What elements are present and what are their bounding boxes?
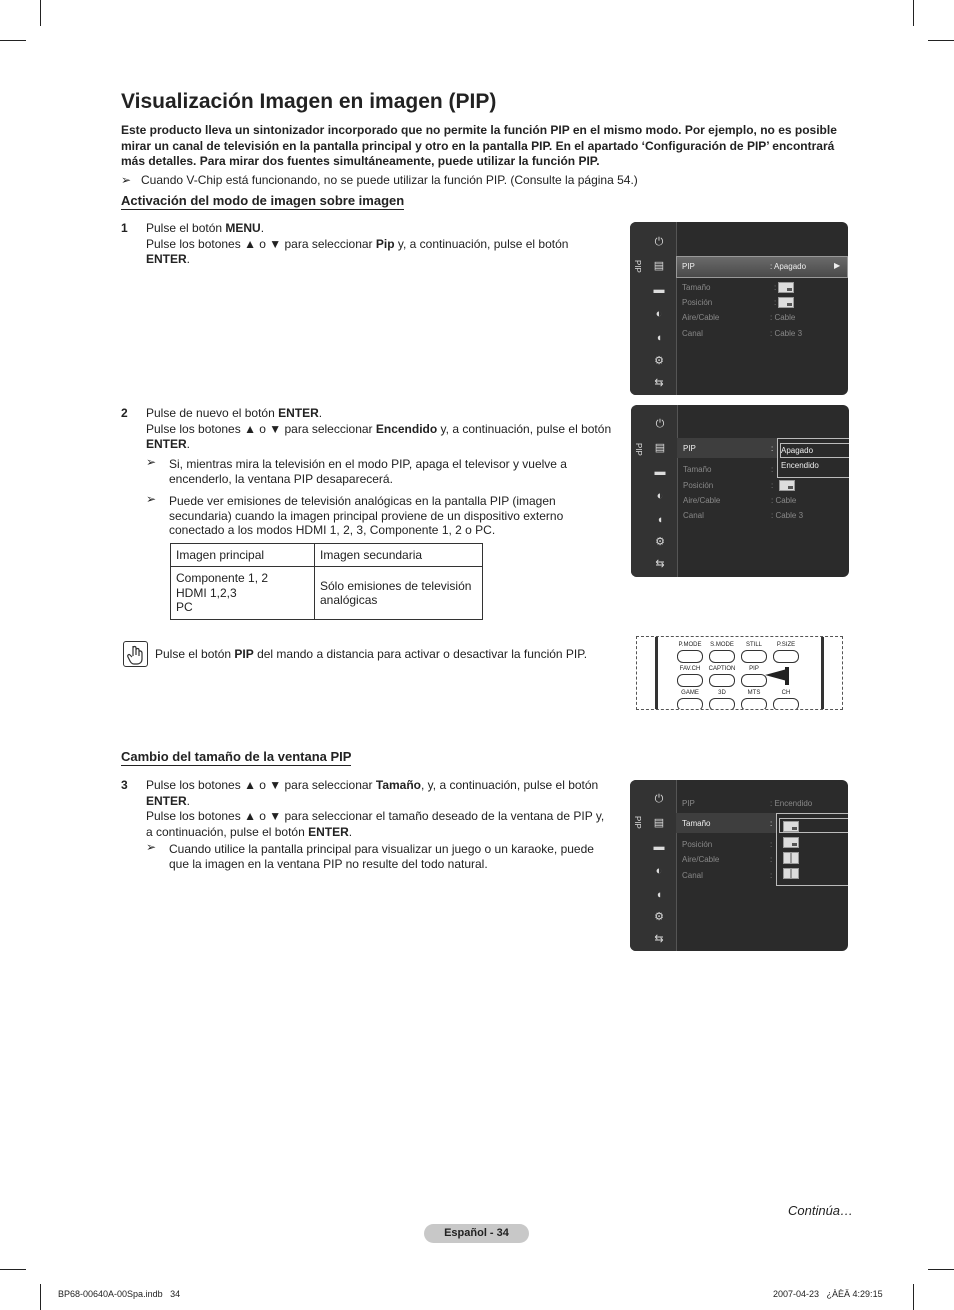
channel-icon: ◖	[655, 332, 663, 344]
note-text: del mando a distancia para activar o desactivar la función PIP.	[253, 647, 588, 661]
menu-row-value: : Cable 3	[771, 511, 804, 520]
input-icon: ⇆	[654, 377, 664, 389]
menu-row-value: :	[770, 855, 773, 864]
remote-label: FAV.CH	[679, 666, 701, 672]
crop-mark	[928, 40, 954, 41]
menu-row-value: : Cable	[770, 313, 796, 322]
menu-row-label[interactable]: Canal	[683, 511, 704, 520]
p-mode-button[interactable]	[677, 650, 703, 663]
key-enter: ENTER	[146, 437, 187, 451]
size-option-popup	[776, 813, 848, 886]
table-header-cell: Imagen principal	[171, 544, 315, 567]
input-icon: ⇆	[654, 933, 664, 945]
source-table	[170, 543, 483, 620]
menu-row-value: :	[774, 298, 777, 307]
crop-mark	[928, 1269, 954, 1270]
table-row	[171, 567, 483, 620]
section-heading-activation: Activación del modo de imagen sobre imagen	[121, 193, 405, 208]
pointer-tail-icon	[785, 667, 789, 685]
picture-icon: ▤	[653, 817, 665, 829]
tv-menu-pip-options	[631, 405, 849, 577]
remote-body-edge	[655, 636, 658, 710]
menu-row-label[interactable]: Posición	[682, 840, 713, 849]
step-text: Pulse el botón	[146, 221, 226, 235]
table-cell-line: PC	[176, 600, 193, 615]
hand-pointer-icon	[123, 641, 148, 667]
table-cell-sub: Sólo emisiones de televisión analógicas	[315, 567, 483, 620]
pip-button[interactable]	[741, 674, 767, 687]
size-thumbnail-icon	[778, 282, 794, 293]
power-icon: ⏻	[655, 418, 665, 430]
pointer-arrow-icon	[765, 669, 787, 681]
sound-icon: ◐	[656, 490, 664, 502]
menu-row-label[interactable]: Aire/Cable	[683, 496, 721, 505]
tv-menu-pip-off	[630, 222, 848, 395]
screen-icon: ▬	[654, 466, 666, 478]
crop-mark	[40, 1284, 41, 1310]
menu-row-label[interactable]: Canal	[682, 329, 703, 338]
menu-row-value: : Cable 3	[770, 329, 803, 338]
step-text: Pulse los botones ▲ o ▼ para seleccionar	[146, 778, 376, 792]
crop-mark	[0, 1269, 26, 1270]
menu-row-value: : Cable	[771, 496, 797, 505]
menu-row-label[interactable]: Tamaño	[683, 465, 712, 474]
option-tamano: Tamaño	[375, 778, 421, 792]
size-large-icon[interactable]	[783, 821, 799, 832]
menu-row-value: :	[770, 871, 773, 880]
step-2-note-1: Si, mientras mira la televisión en el modo PIP, apaga el televisor y vuelve a encenderlo, la ventana PIP desaparecerá.	[169, 457, 567, 486]
power-icon: ⏻	[654, 793, 664, 805]
power-icon: ⏻	[654, 236, 664, 248]
page-number-badge: Español - 34	[424, 1224, 529, 1243]
step-3-note: Cuando utilice la pantalla principal para visualizar un juego o un karaoke, puede que la imagen en la ventana PIP no resulte del todo natural.	[169, 842, 594, 871]
crop-mark	[0, 40, 26, 41]
remote-label: GAME	[681, 690, 699, 696]
step-text: y, a continuación, pulse el botón	[394, 236, 569, 251]
setup-icon: ⚙	[654, 911, 664, 923]
menu-row-label[interactable]: Aire/Cable	[682, 313, 720, 322]
step-number: 2	[121, 406, 128, 420]
fav-ch-button[interactable]	[677, 674, 703, 687]
remote-note	[155, 647, 625, 662]
step-text: Pulse los botones ▲ o ▼ para seleccionar	[146, 421, 376, 436]
table-header-row	[171, 544, 483, 567]
step-2-text	[146, 406, 626, 453]
step-text: a continuación, pulse el botón	[146, 824, 309, 839]
remote-label: PIP	[749, 666, 759, 672]
size-split-wide-icon[interactable]	[783, 868, 799, 879]
crop-mark	[913, 1284, 914, 1310]
footer-filename: BP68-00640A-00Spa.indb 34	[58, 1289, 181, 1299]
table-cell-line: Componente 1, 2	[176, 571, 269, 586]
remote-label: P.SIZE	[776, 642, 796, 648]
arrow-bullet-icon: ➢	[121, 173, 132, 187]
menu-row-label[interactable]: Canal	[682, 871, 703, 880]
remote-label: MTS	[747, 690, 761, 696]
step-1-text	[146, 221, 616, 268]
key-enter: ENTER	[146, 793, 187, 808]
step-text: Pulse de nuevo el botón	[146, 406, 279, 420]
remote-body-edge	[821, 636, 824, 710]
step-text: .	[186, 437, 191, 451]
key-pip: PIP	[234, 647, 254, 661]
arrow-bullet-icon: ➢	[146, 840, 157, 854]
table-cell-line: HDMI 1,2,3	[176, 585, 237, 600]
remote-label: P.MODE	[678, 642, 702, 648]
caption-button[interactable]	[709, 674, 735, 687]
menu-row-label[interactable]: Aire/Cable	[682, 855, 720, 864]
step-text: .	[186, 252, 191, 266]
menu-row-value: :	[771, 481, 774, 490]
menu-row-label[interactable]: Posición	[683, 481, 714, 490]
ch-down-button[interactable]	[773, 698, 799, 710]
menu-row-label[interactable]: Tamaño	[682, 283, 711, 292]
s-mode-button[interactable]	[709, 650, 735, 663]
menu-side-label: PIP	[634, 443, 643, 456]
menu-row-value: :	[770, 840, 773, 849]
position-thumbnail-icon	[779, 480, 795, 491]
screen-icon: ▬	[653, 284, 665, 296]
menu-row-value: :	[770, 819, 773, 828]
crop-mark	[40, 0, 41, 26]
note-text: Pulse el botón	[155, 647, 235, 661]
tv-menu-pip-size	[630, 780, 848, 951]
key-enter: ENTER	[146, 252, 187, 266]
continue-label: Continúa…	[788, 1203, 854, 1218]
arrow-bullet-icon: ➢	[146, 492, 157, 506]
remote-label: CAPTION	[708, 666, 736, 672]
position-thumbnail-icon	[778, 297, 794, 308]
menu-side-label: PIP	[633, 260, 642, 273]
step-text: , y, a continuación, pulse el botón	[421, 778, 599, 792]
step-text: Pulse los botones ▲ o ▼ para seleccionar el tamaño deseado de la ventana de PIP y,	[146, 809, 605, 823]
option-encendido[interactable]: Encendido	[781, 461, 819, 470]
step-text: .	[260, 221, 265, 235]
menu-row-label[interactable]: Posición	[682, 298, 713, 307]
step-text: .	[348, 824, 353, 839]
arrow-right-icon: ▶	[834, 261, 841, 270]
step-3-text	[146, 778, 626, 840]
sound-icon: ◐	[655, 865, 663, 877]
menu-row-label[interactable]: Tamaño	[682, 819, 711, 828]
size-split-icon[interactable]	[783, 852, 799, 864]
remote-label: STILL	[745, 642, 762, 648]
menu-row-value: :	[771, 465, 774, 474]
screen-icon: ▬	[653, 841, 665, 853]
intro-note	[121, 173, 861, 188]
intro-note-text: Cuando V-Chip está funcionando, no se puede utilizar la función PIP. (Consulte la página 54.)	[141, 173, 638, 187]
setup-icon: ⚙	[654, 355, 664, 367]
step-text: Pulse los botones ▲ o ▼ para seleccionar	[146, 236, 376, 251]
menu-row-value: : Encendido	[770, 799, 813, 808]
step-number: 3	[121, 778, 128, 792]
intro-paragraph: Este producto lleva un sintonizador incorporado que no permite la función PIP en el mismo modo. Por ejemplo, no es posible mirar un canal de televisión en la pantalla principal y otro en la pantalla PIP. En el apartado ‘Configuración de PIP’ encontrará más detalles. Para mirar dos fuentes simultáneamente, puede utilizar la función PIP.	[121, 123, 837, 168]
arrow-bullet-icon: ➢	[146, 455, 157, 469]
section-heading-size: Cambio del tamaño de la ventana PIP	[121, 749, 352, 764]
step-text: y, a continuación, pulse el botón	[437, 421, 612, 436]
option-encendido: Encendido	[375, 421, 438, 436]
p-size-button[interactable]	[773, 650, 799, 663]
remote-label: S.MODE	[710, 642, 734, 648]
menu-row-label[interactable]: PIP	[682, 262, 695, 271]
3d-button[interactable]	[709, 698, 735, 710]
menu-row-label[interactable]: PIP	[683, 444, 696, 453]
remote-label: CH	[781, 690, 791, 696]
menu-row-value: :	[771, 444, 774, 453]
size-small-icon[interactable]	[783, 837, 799, 848]
step-text: .	[318, 406, 323, 420]
menu-highlight	[676, 256, 848, 278]
step-number: 1	[121, 221, 128, 235]
key-enter: ENTER	[308, 824, 349, 839]
footer-timestamp: 2007-04-23 ¿ÀÈÄ 4:29:15	[773, 1289, 883, 1299]
crop-mark	[913, 0, 914, 26]
channel-icon: ◖	[655, 889, 663, 901]
menu-side-label: PIP	[633, 816, 642, 829]
menu-row-value: :	[774, 283, 777, 292]
remote-label: 3D	[718, 690, 726, 696]
table-header-cell: Imagen secundaria	[315, 544, 483, 567]
step-text: .	[186, 793, 191, 808]
menu-row-label[interactable]: PIP	[682, 799, 695, 808]
table-cell-main	[171, 567, 315, 620]
pip-option-popup	[777, 438, 849, 478]
game-button[interactable]	[677, 698, 703, 710]
picture-icon: ▤	[654, 442, 666, 454]
step-2-note-2: Puede ver emisiones de televisión analógicas en la pantalla PIP (imagen secundaria) cuando la imagen principal proviene de un dispositivo externo conectado a los modos HDMI 1, 2, 3, Componente 1, 2 o PC.	[169, 494, 564, 537]
key-enter: ENTER	[278, 406, 319, 420]
setup-icon: ⚙	[655, 536, 665, 548]
channel-icon: ◖	[656, 514, 664, 526]
input-icon: ⇆	[655, 558, 665, 570]
still-button[interactable]	[741, 650, 767, 663]
menu-row-value: : Apagado	[770, 262, 807, 271]
key-pip: Pip	[375, 236, 395, 251]
mts-button[interactable]	[741, 698, 767, 710]
sound-icon: ◐	[655, 308, 663, 320]
remote-illustration	[636, 636, 843, 710]
page-title: Visualización Imagen en imagen (PIP)	[121, 90, 497, 113]
option-apagado[interactable]: Apagado	[781, 446, 814, 455]
picture-icon: ▤	[653, 260, 665, 272]
key-menu: MENU	[225, 221, 261, 235]
